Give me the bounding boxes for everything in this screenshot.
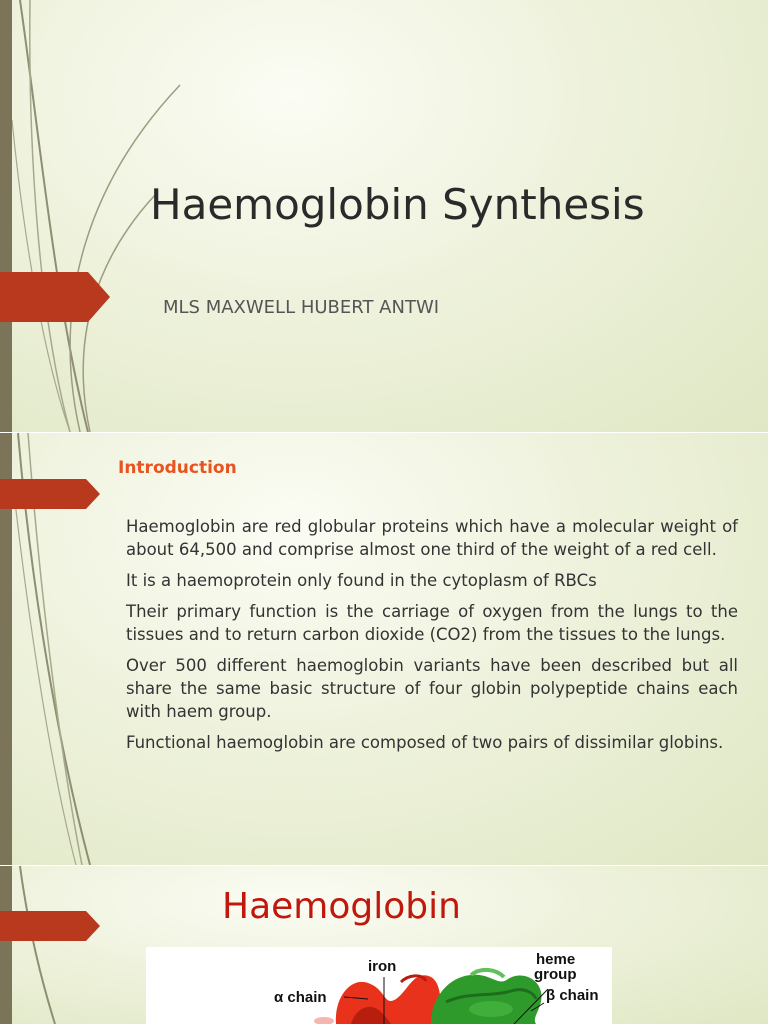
left-accent-bar bbox=[0, 866, 12, 1024]
bullet-text: Over 500 different haemoglobin variants have been described but all share the same basic structure of four globin polypeptide chains each with haem group. bbox=[126, 656, 738, 721]
introduction-slide bbox=[0, 433, 768, 865]
red-tab-marker bbox=[0, 911, 100, 941]
slide-subtitle: MLS MAXWELL HUBERT ANTWI bbox=[163, 297, 440, 318]
list-item bbox=[104, 569, 738, 592]
title-slide bbox=[0, 0, 768, 432]
left-accent-bar bbox=[0, 0, 12, 432]
beta-chain-label: β chain bbox=[546, 987, 599, 1004]
bullet-text: Haemoglobin are red globular proteins which have a molecular weight of about 64,500 and comprise almost one third of the weight of a red cell. bbox=[126, 517, 738, 559]
haemoglobin-structure-figure bbox=[146, 947, 612, 1024]
list-item bbox=[104, 515, 738, 561]
list-item bbox=[104, 731, 738, 754]
bullet-text: It is a haemoprotein only found in the cytoplasm of RBCs bbox=[126, 571, 597, 590]
bullet-text: Functional haemoglobin are composed of two pairs of dissimilar globins. bbox=[126, 733, 724, 752]
list-item bbox=[104, 600, 738, 646]
heme-group-label-line2: group bbox=[534, 966, 577, 983]
alpha-chain-label: α chain bbox=[274, 989, 327, 1006]
red-tab-marker bbox=[0, 272, 110, 322]
bullet-list bbox=[104, 515, 738, 762]
bullet-text: Their primary function is the carriage of oxygen from the lungs to the tissues and to return carbon dioxide (CO2) from the tissues to the lungs. bbox=[126, 602, 738, 644]
slide-title: Haemoglobin bbox=[222, 886, 461, 927]
slide-title: Haemoglobin Synthesis bbox=[150, 180, 645, 229]
iron-label: iron bbox=[368, 958, 397, 975]
red-tab-marker bbox=[0, 479, 100, 509]
heme-group-label: heme bbox=[536, 951, 576, 968]
section-heading: Introduction bbox=[118, 458, 237, 478]
list-item bbox=[104, 654, 738, 723]
haemoglobin-slide bbox=[0, 866, 768, 1024]
